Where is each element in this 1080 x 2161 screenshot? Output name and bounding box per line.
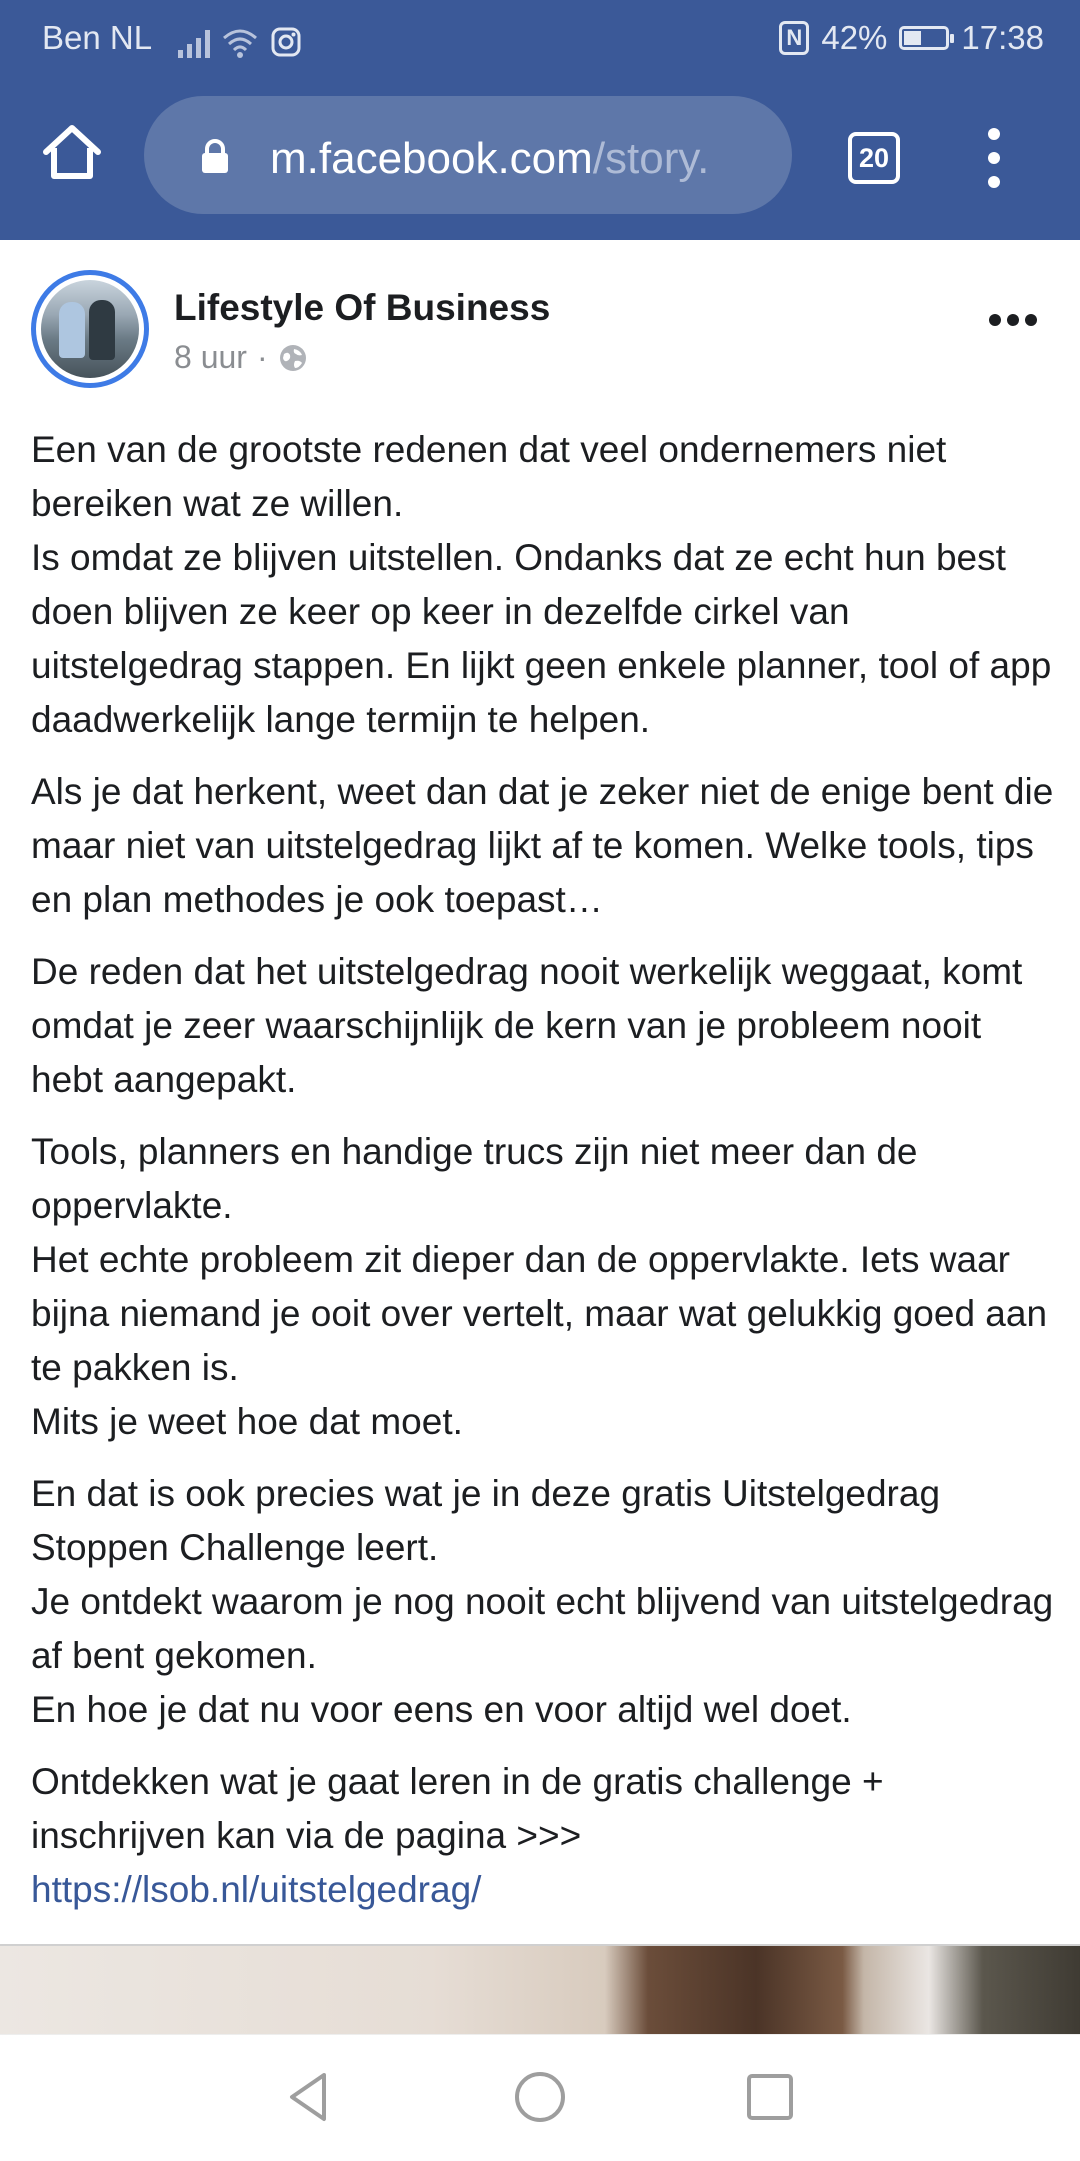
page-name[interactable]: Lifestyle Of Business [174, 287, 551, 328]
lock-icon [200, 138, 230, 174]
post-text [31, 423, 1061, 1917]
wifi-icon [222, 28, 258, 58]
url-text[interactable] [270, 134, 770, 184]
battery-icon [899, 26, 949, 50]
tab-count: 20 [858, 142, 890, 173]
post-paragraph: Als je dat herkent, weet dan dat je zeker niet de enige bent die maar niet van uitstelgedrag lijkt af te komen. Welke tools, tips en plan methodes je ook toepast… [31, 771, 1054, 920]
home-circle-icon[interactable] [510, 2067, 570, 2127]
post-time[interactable]: 8 uur [174, 339, 247, 375]
address-bar[interactable] [144, 96, 792, 214]
back-triangle-icon[interactable] [280, 2067, 340, 2127]
recents-square-icon[interactable] [740, 2067, 800, 2127]
clock: 17:38 [961, 19, 1044, 56]
post-paragraph: Een van de grootste redenen dat veel ondernemers niet bereiken wat ze willen. Is omdat ze blijven uitstellen. Ondanks dat ze echt hun best doen blijven ze keer op keer in dezelfde cirkel van uitstelgedrag stappen. En lijkt geen enkele planner, tool of app daadwerkelijk lange termijn te helpen. [31, 429, 1052, 740]
avatar-photo [41, 280, 139, 378]
browser-chrome [0, 0, 1080, 240]
post-paragraph: De reden dat het uitstelgedrag nooit werkelijk weggaat, komt omdat je zeer waarschijnlijk de kern van je probleem nooit hebt aangepakt. [31, 951, 1023, 1100]
post-image[interactable] [0, 1944, 1080, 2034]
globe-icon [278, 343, 308, 373]
url-host: m.facebook.com [270, 134, 593, 183]
carrier-name: Ben NL [42, 19, 153, 56]
nfc-icon: N [779, 21, 809, 55]
post-paragraph: En dat is ook precies wat je in deze gratis Uitstelgedrag Stoppen Challenge leert. Je ontdekt waarom je nog nooit echt blijvend van uitstelgedrag af bent gekomen. En hoe je dat nu voor eens en voor altijd wel doet. [31, 1473, 1054, 1730]
home-icon[interactable] [40, 120, 104, 184]
more-horizontal-icon[interactable] [989, 314, 1037, 328]
signal-icons [178, 14, 302, 58]
url-path: /story. [592, 134, 710, 183]
tab-switcher-button[interactable] [848, 132, 900, 184]
url-toolbar [0, 92, 1080, 217]
post-paragraph: Ontdekken wat je gaat leren in de gratis challenge + inschrijven kan via de pagina >>> [31, 1761, 884, 1856]
status-bar [0, 0, 1080, 74]
battery-percent: 42% [821, 19, 888, 56]
post-paragraph: Tools, planners en handige trucs zijn niet meer dan de oppervlakte. Het echte probleem zit dieper dan de oppervlakte. Iets waar bijna niemand je ooit over vertelt, maar wat gelukkig goed aan te pakken is. Mits je weet hoe dat moet. [31, 1131, 1048, 1442]
more-vertical-icon[interactable] [982, 128, 1006, 188]
meta-separator: · [256, 339, 268, 375]
post-meta [174, 339, 308, 376]
instagram-icon [270, 26, 302, 58]
page-avatar[interactable] [31, 270, 149, 388]
status-right [779, 19, 1044, 57]
cell-signal-icon [178, 28, 210, 58]
post-link[interactable]: https://lsob.nl/uitstelgedrag/ [31, 1869, 482, 1910]
android-nav-bar [0, 2034, 1080, 2161]
